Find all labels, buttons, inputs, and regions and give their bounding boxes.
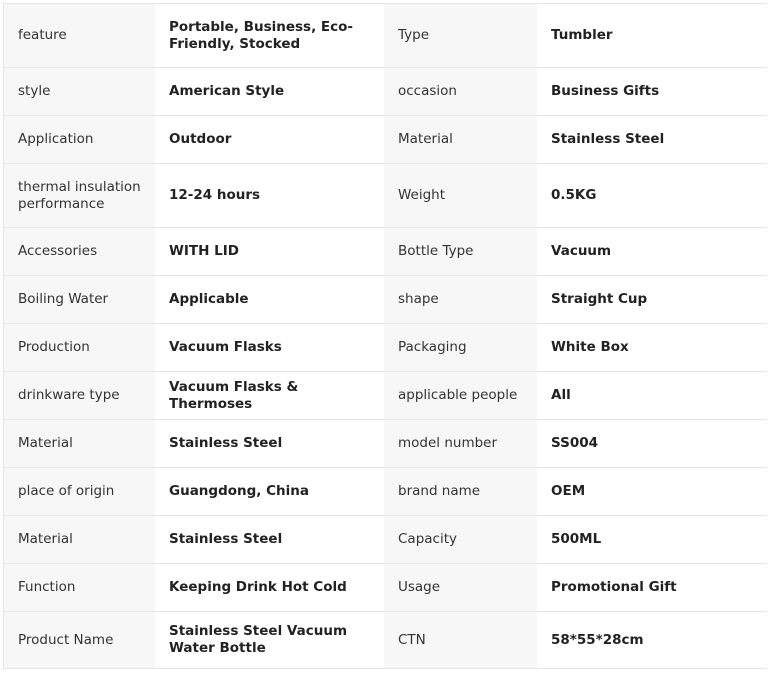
spec-value: Promotional Gift xyxy=(537,564,767,612)
table-row xyxy=(4,228,768,276)
spec-value: American Style xyxy=(155,68,384,116)
spec-value: Business Gifts xyxy=(537,68,767,116)
spec-key: Function xyxy=(4,564,156,612)
spec-key: place of origin xyxy=(4,468,156,516)
spec-key: Type xyxy=(384,4,537,68)
product-spec-table xyxy=(3,3,767,669)
spec-key: Bottle Type xyxy=(384,228,537,276)
spec-value: White Box xyxy=(537,324,767,372)
table-row xyxy=(4,372,768,420)
table-row xyxy=(4,276,768,324)
table-row xyxy=(4,612,768,669)
spec-key: applicable people xyxy=(384,372,537,420)
spec-key: feature xyxy=(4,4,156,68)
spec-key: brand name xyxy=(384,468,537,516)
spec-key: thermal insulation performance xyxy=(4,164,156,228)
spec-value: Outdoor xyxy=(155,116,384,164)
table-row xyxy=(4,68,768,116)
spec-value: 500ML xyxy=(537,516,767,564)
spec-key: Production xyxy=(4,324,156,372)
spec-key: drinkware type xyxy=(4,372,156,420)
spec-key: Packaging xyxy=(384,324,537,372)
spec-key: model number xyxy=(384,420,537,468)
table-row xyxy=(4,420,768,468)
spec-value: Stainless Steel xyxy=(155,516,384,564)
spec-value: Stainless Steel xyxy=(537,116,767,164)
spec-key: Product Name xyxy=(4,612,156,669)
spec-value: WITH LID xyxy=(155,228,384,276)
spec-key: Material xyxy=(384,116,537,164)
spec-value: All xyxy=(537,372,767,420)
table-row xyxy=(4,324,768,372)
spec-value: 12-24 hours xyxy=(155,164,384,228)
spec-key: CTN xyxy=(384,612,537,669)
spec-value: Applicable xyxy=(155,276,384,324)
spec-value: Tumbler xyxy=(537,4,767,68)
table-row xyxy=(4,564,768,612)
spec-key: Weight xyxy=(384,164,537,228)
spec-key: Material xyxy=(4,516,156,564)
spec-value: Keeping Drink Hot Cold xyxy=(155,564,384,612)
spec-value: Vacuum xyxy=(537,228,767,276)
spec-key: Accessories xyxy=(4,228,156,276)
table-row xyxy=(4,4,768,68)
spec-key: style xyxy=(4,68,156,116)
spec-value: Guangdong, China xyxy=(155,468,384,516)
spec-value: Stainless Steel Vacuum Water Bottle xyxy=(155,612,384,669)
spec-value: Straight Cup xyxy=(537,276,767,324)
spec-value: OEM xyxy=(537,468,767,516)
spec-value: 0.5KG xyxy=(537,164,767,228)
table-row xyxy=(4,468,768,516)
spec-key: occasion xyxy=(384,68,537,116)
spec-key: Application xyxy=(4,116,156,164)
spec-key: Usage xyxy=(384,564,537,612)
spec-key: Material xyxy=(4,420,156,468)
table-row xyxy=(4,164,768,228)
spec-value: Vacuum Flasks & Thermoses xyxy=(155,372,384,420)
spec-value: Stainless Steel xyxy=(155,420,384,468)
spec-key: Boiling Water xyxy=(4,276,156,324)
table-row xyxy=(4,116,768,164)
table-row xyxy=(4,516,768,564)
spec-value: Vacuum Flasks xyxy=(155,324,384,372)
spec-key: Capacity xyxy=(384,516,537,564)
spec-value: 58*55*28cm xyxy=(537,612,767,669)
spec-value: Portable, Business, Eco-Friendly, Stocked xyxy=(155,4,384,68)
spec-key: shape xyxy=(384,276,537,324)
spec-value: SS004 xyxy=(537,420,767,468)
